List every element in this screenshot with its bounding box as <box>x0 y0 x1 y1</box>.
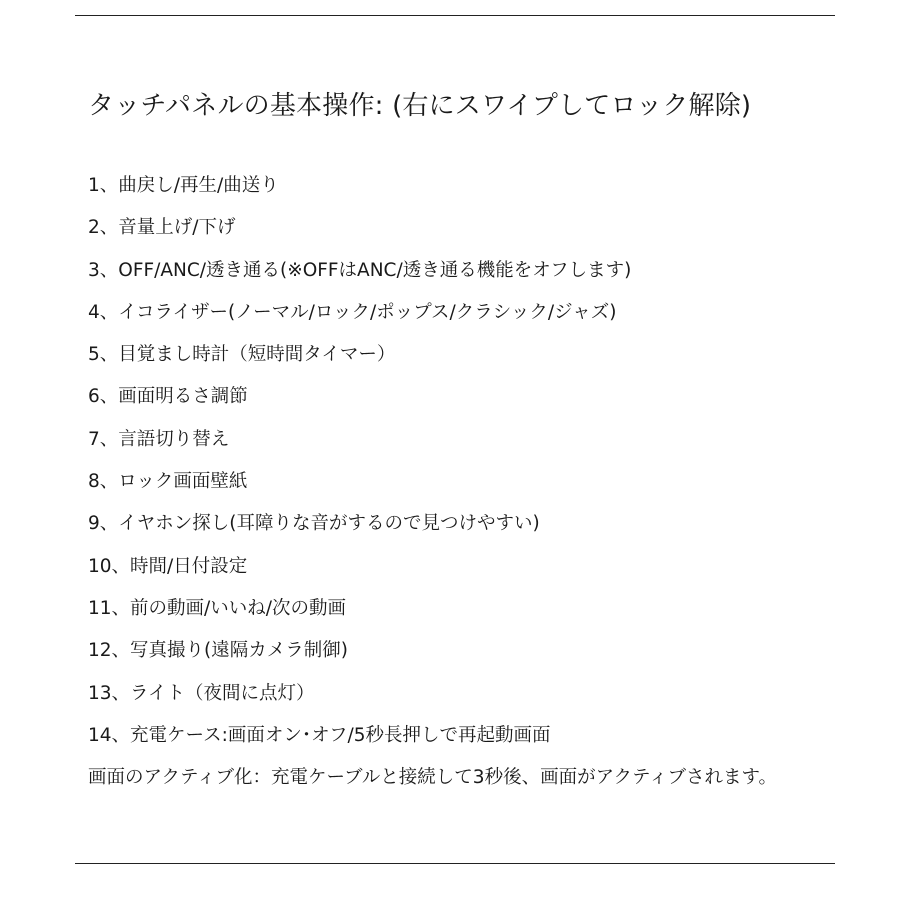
list-item: 2、音量上げ/下げ <box>88 217 236 239</box>
top-divider <box>75 15 835 16</box>
activation-note: 画面のアクティブ化：充電ケーブルと接続して3秒後、画面がアクティブされます。 <box>88 767 778 788</box>
list-item: 11、前の動画/いいね/次の動画 <box>88 597 347 619</box>
list-item: 6、画面明るさ調節 <box>88 386 248 408</box>
list-item: 10、時間/日付設定 <box>88 555 248 577</box>
list-item: 5、目覚まし時計（短時間タイマー） <box>88 344 396 366</box>
list-item: 1、曲戻し/再生/曲送り <box>88 175 279 196</box>
list-item: 12、写真撮り(遠隔カメラ制御) <box>88 640 348 662</box>
instruction-list <box>88 170 631 762</box>
list-item: 9、イヤホン探し(耳障りな音がするので見つけやすい) <box>88 513 540 535</box>
page-title: タッチパネルの基本操作: (右にスワイプしてロック解除) <box>88 91 752 121</box>
bottom-divider <box>75 863 835 864</box>
list-item: 13、ライト（夜間に点灯） <box>88 682 315 704</box>
list-item: 14、充電ケース:画面オン･オフ/5秒長押しで再起動画面 <box>88 724 551 746</box>
list-item: 8、ロック画面壁紙 <box>88 471 248 493</box>
list-item: 4、イコライザー(ノーマル/ロック/ポップス/クラシック/ジャズ) <box>88 301 617 323</box>
list-item: 7、言語切り替え <box>88 428 230 450</box>
list-item: 3、OFF/ANC/透き通る(※OFFはANC/透き通る機能をオフします) <box>88 259 632 281</box>
